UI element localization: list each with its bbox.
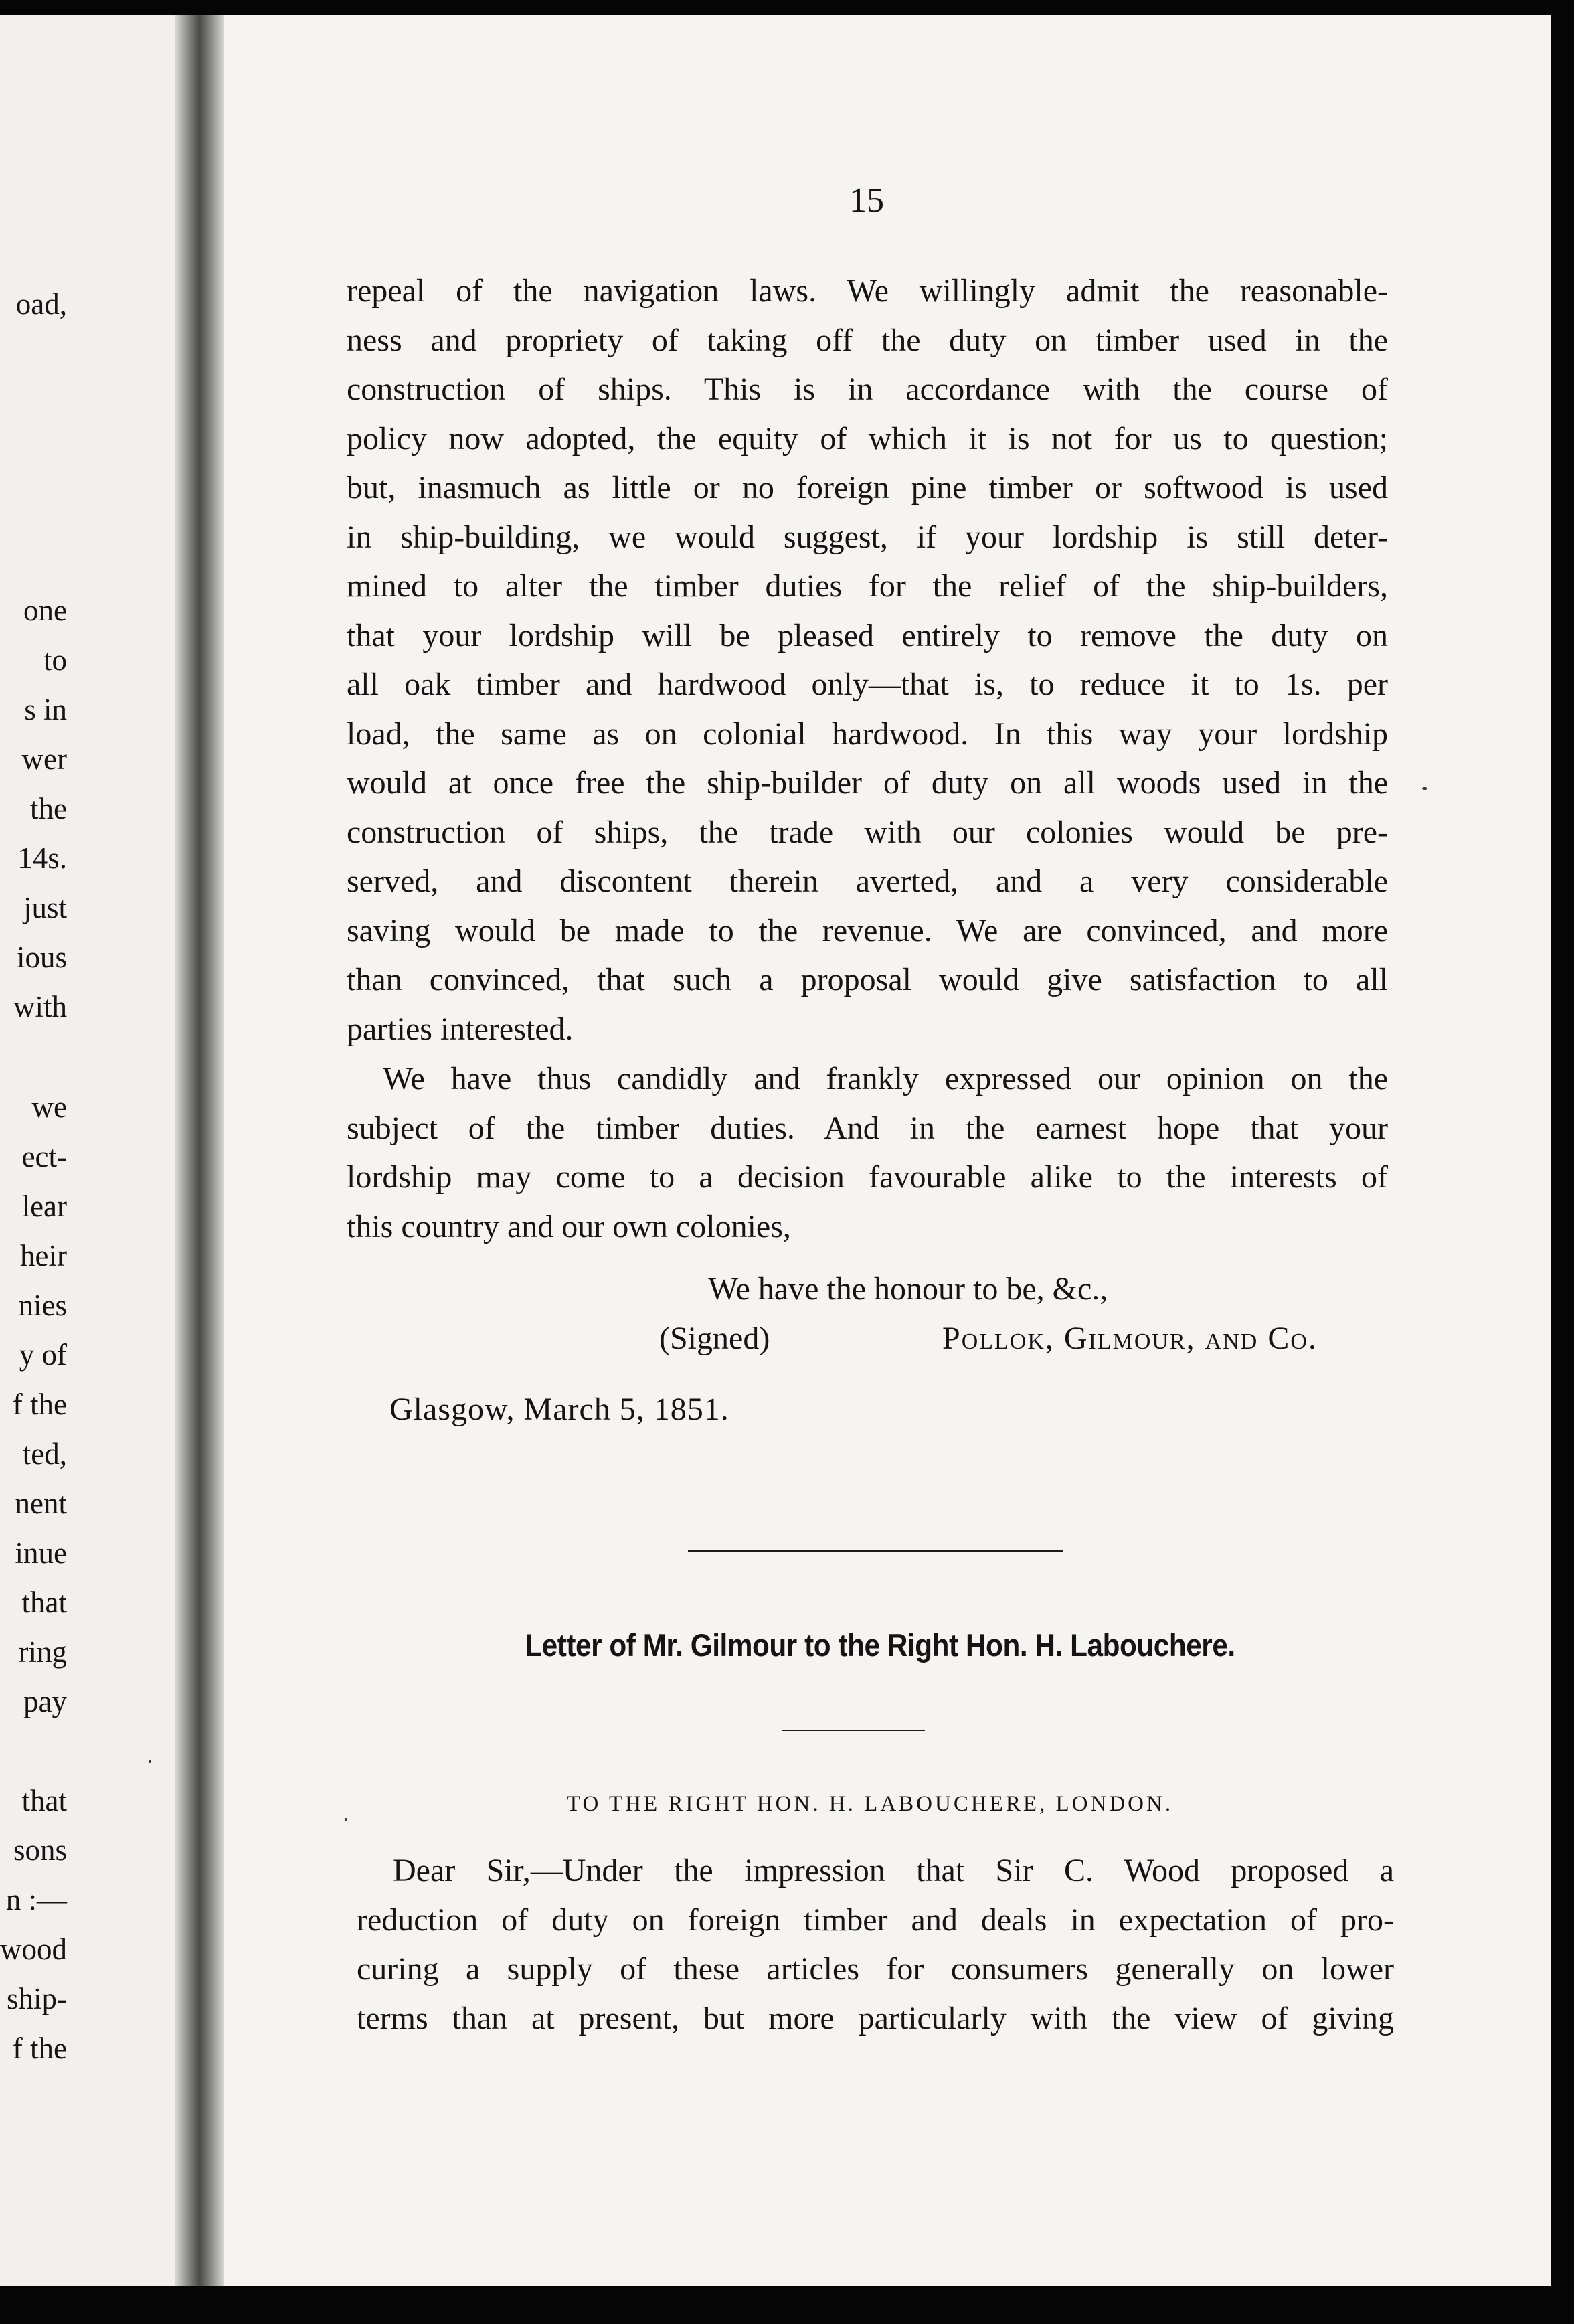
left-page-fragment: lear — [21, 1189, 67, 1223]
left-page-fragment: f the — [12, 1388, 67, 1421]
text-line: policy now adopted, the equity of which it is not for us to question; — [347, 420, 1388, 456]
text-line: construction of ships, the trade with our colonies would be pre- — [347, 814, 1388, 850]
text-line: would at once free the ship-builder of duty on all woods used in the — [347, 765, 1388, 801]
text-line: repeal of the navigation laws. We willingly admit the reasonable- — [347, 273, 1388, 309]
text-line: load, the same as on colonial hardwood. In this way your lordship — [347, 716, 1388, 752]
text-line: parties interested. — [347, 1011, 574, 1047]
left-page-fragment: y of — [19, 1338, 67, 1372]
left-page-fragment: ring — [18, 1635, 67, 1669]
left-page-fragment: the — [30, 792, 67, 825]
closing-signatories: Pollok, Gilmour, and Co. — [942, 1321, 1318, 1356]
left-page-fragment: ious — [16, 940, 67, 974]
text-line: but, inasmuch as little or no foreign pine timber or softwood is used — [347, 470, 1388, 505]
left-page-fragment: sons — [13, 1833, 67, 1867]
text-line: all oak timber and hardwood only—that is, to reduce it to 1s. per — [347, 667, 1388, 702]
text-line: Dear Sir,—Under the impression that Sir C. Wood proposed a — [393, 1853, 1394, 1888]
left-page-fragment: oad, — [15, 287, 67, 321]
text-line: served, and discontent therein averted, and a very considerable — [347, 863, 1388, 899]
text-line: lordship may come to a decision favourable alike to the interests of — [347, 1159, 1388, 1195]
text-line: mined to alter the timber duties for the relief of the ship-builders, — [347, 568, 1388, 604]
closing-honour: We have the honour to be, &c., — [708, 1271, 1108, 1307]
text-line: We have thus candidly and frankly expressed our opinion on the — [383, 1061, 1388, 1096]
paragraph-dear-sir — [357, 1846, 1394, 2043]
text-line: this country and our own colonies, — [347, 1208, 791, 1244]
text-line: terms than at present, but more particularly with the view of giving — [357, 2000, 1394, 2036]
text-line: reduction of duty on foreign timber and deals in expectation of pro- — [357, 1902, 1394, 1938]
left-page-fragment: f the — [12, 2031, 67, 2065]
left-page-fragment: to — [43, 643, 67, 677]
left-page-fragment: with — [13, 990, 67, 1023]
left-page-fragment: nent — [15, 1487, 67, 1520]
section-divider-rule — [688, 1550, 1063, 1552]
text-line: in ship-building, we would suggest, if your lordship is still deter- — [347, 519, 1388, 555]
left-page — [0, 15, 194, 2286]
text-line: subject of the timber duties. And in the earnest hope that your — [347, 1110, 1388, 1146]
left-page-fragment: wood — [0, 1932, 67, 1966]
scan-border-right — [1551, 0, 1574, 2324]
letter-heading: Letter of Mr. Gilmour to the Right Hon. H. Labouchere. — [525, 1627, 1235, 1663]
letter-address: TO THE RIGHT HON. H. LABOUCHERE, LONDON. — [566, 1792, 1174, 1816]
left-page-fragment: n :— — [5, 1883, 67, 1916]
left-page-fragment: just — [23, 891, 67, 924]
scan-border-bottom — [0, 2286, 1574, 2324]
left-page-fragment: pay — [23, 1685, 67, 1718]
text-line: saving would be made to the revenue. We are convinced, and more — [347, 912, 1388, 948]
left-page-fragment: s in — [24, 693, 67, 726]
left-page-fragment: nies — [18, 1289, 67, 1322]
left-page-fragment: we — [31, 1090, 67, 1124]
scan-speck — [1422, 787, 1427, 790]
book-gutter-shadow — [175, 15, 224, 2286]
text-line: that your lordship will be pleased entirely to remove the duty on — [347, 617, 1388, 653]
paragraph-candid-opinion — [347, 1054, 1388, 1251]
left-page-fragment: one — [23, 594, 67, 627]
text-line: curing a supply of these articles for consumers generally on lower — [357, 1951, 1394, 1987]
left-page-fragment: ship- — [7, 1982, 67, 2015]
text-line: ness and propriety of taking off the duty on timber used in the — [347, 322, 1388, 358]
heading-underline-rule — [782, 1730, 925, 1731]
closing-signed: (Signed) — [659, 1321, 770, 1356]
paragraph-navigation-laws — [347, 266, 1388, 1054]
left-page-fragment: inue — [15, 1536, 67, 1570]
left-page-fragment: ted, — [22, 1437, 67, 1471]
left-page-fragment: wer — [21, 742, 67, 776]
scan-speck — [345, 1818, 347, 1821]
left-page-fragment: that — [21, 1586, 67, 1619]
text-line: construction of ships. This is in accordance with the course of — [347, 371, 1388, 407]
left-page-fragment: that — [21, 1784, 67, 1817]
text-line: than convinced, that such a proposal would give satisfaction to all — [347, 962, 1388, 997]
page-number: 15 — [849, 181, 884, 220]
closing-place-date: Glasgow, March 5, 1851. — [389, 1392, 729, 1427]
left-page-fragment: ect- — [21, 1140, 67, 1173]
scan-border-top — [0, 0, 1574, 15]
left-page-fragment: heir — [20, 1239, 67, 1272]
scan-speck — [149, 1760, 151, 1763]
left-page-fragment: 14s. — [17, 841, 67, 875]
